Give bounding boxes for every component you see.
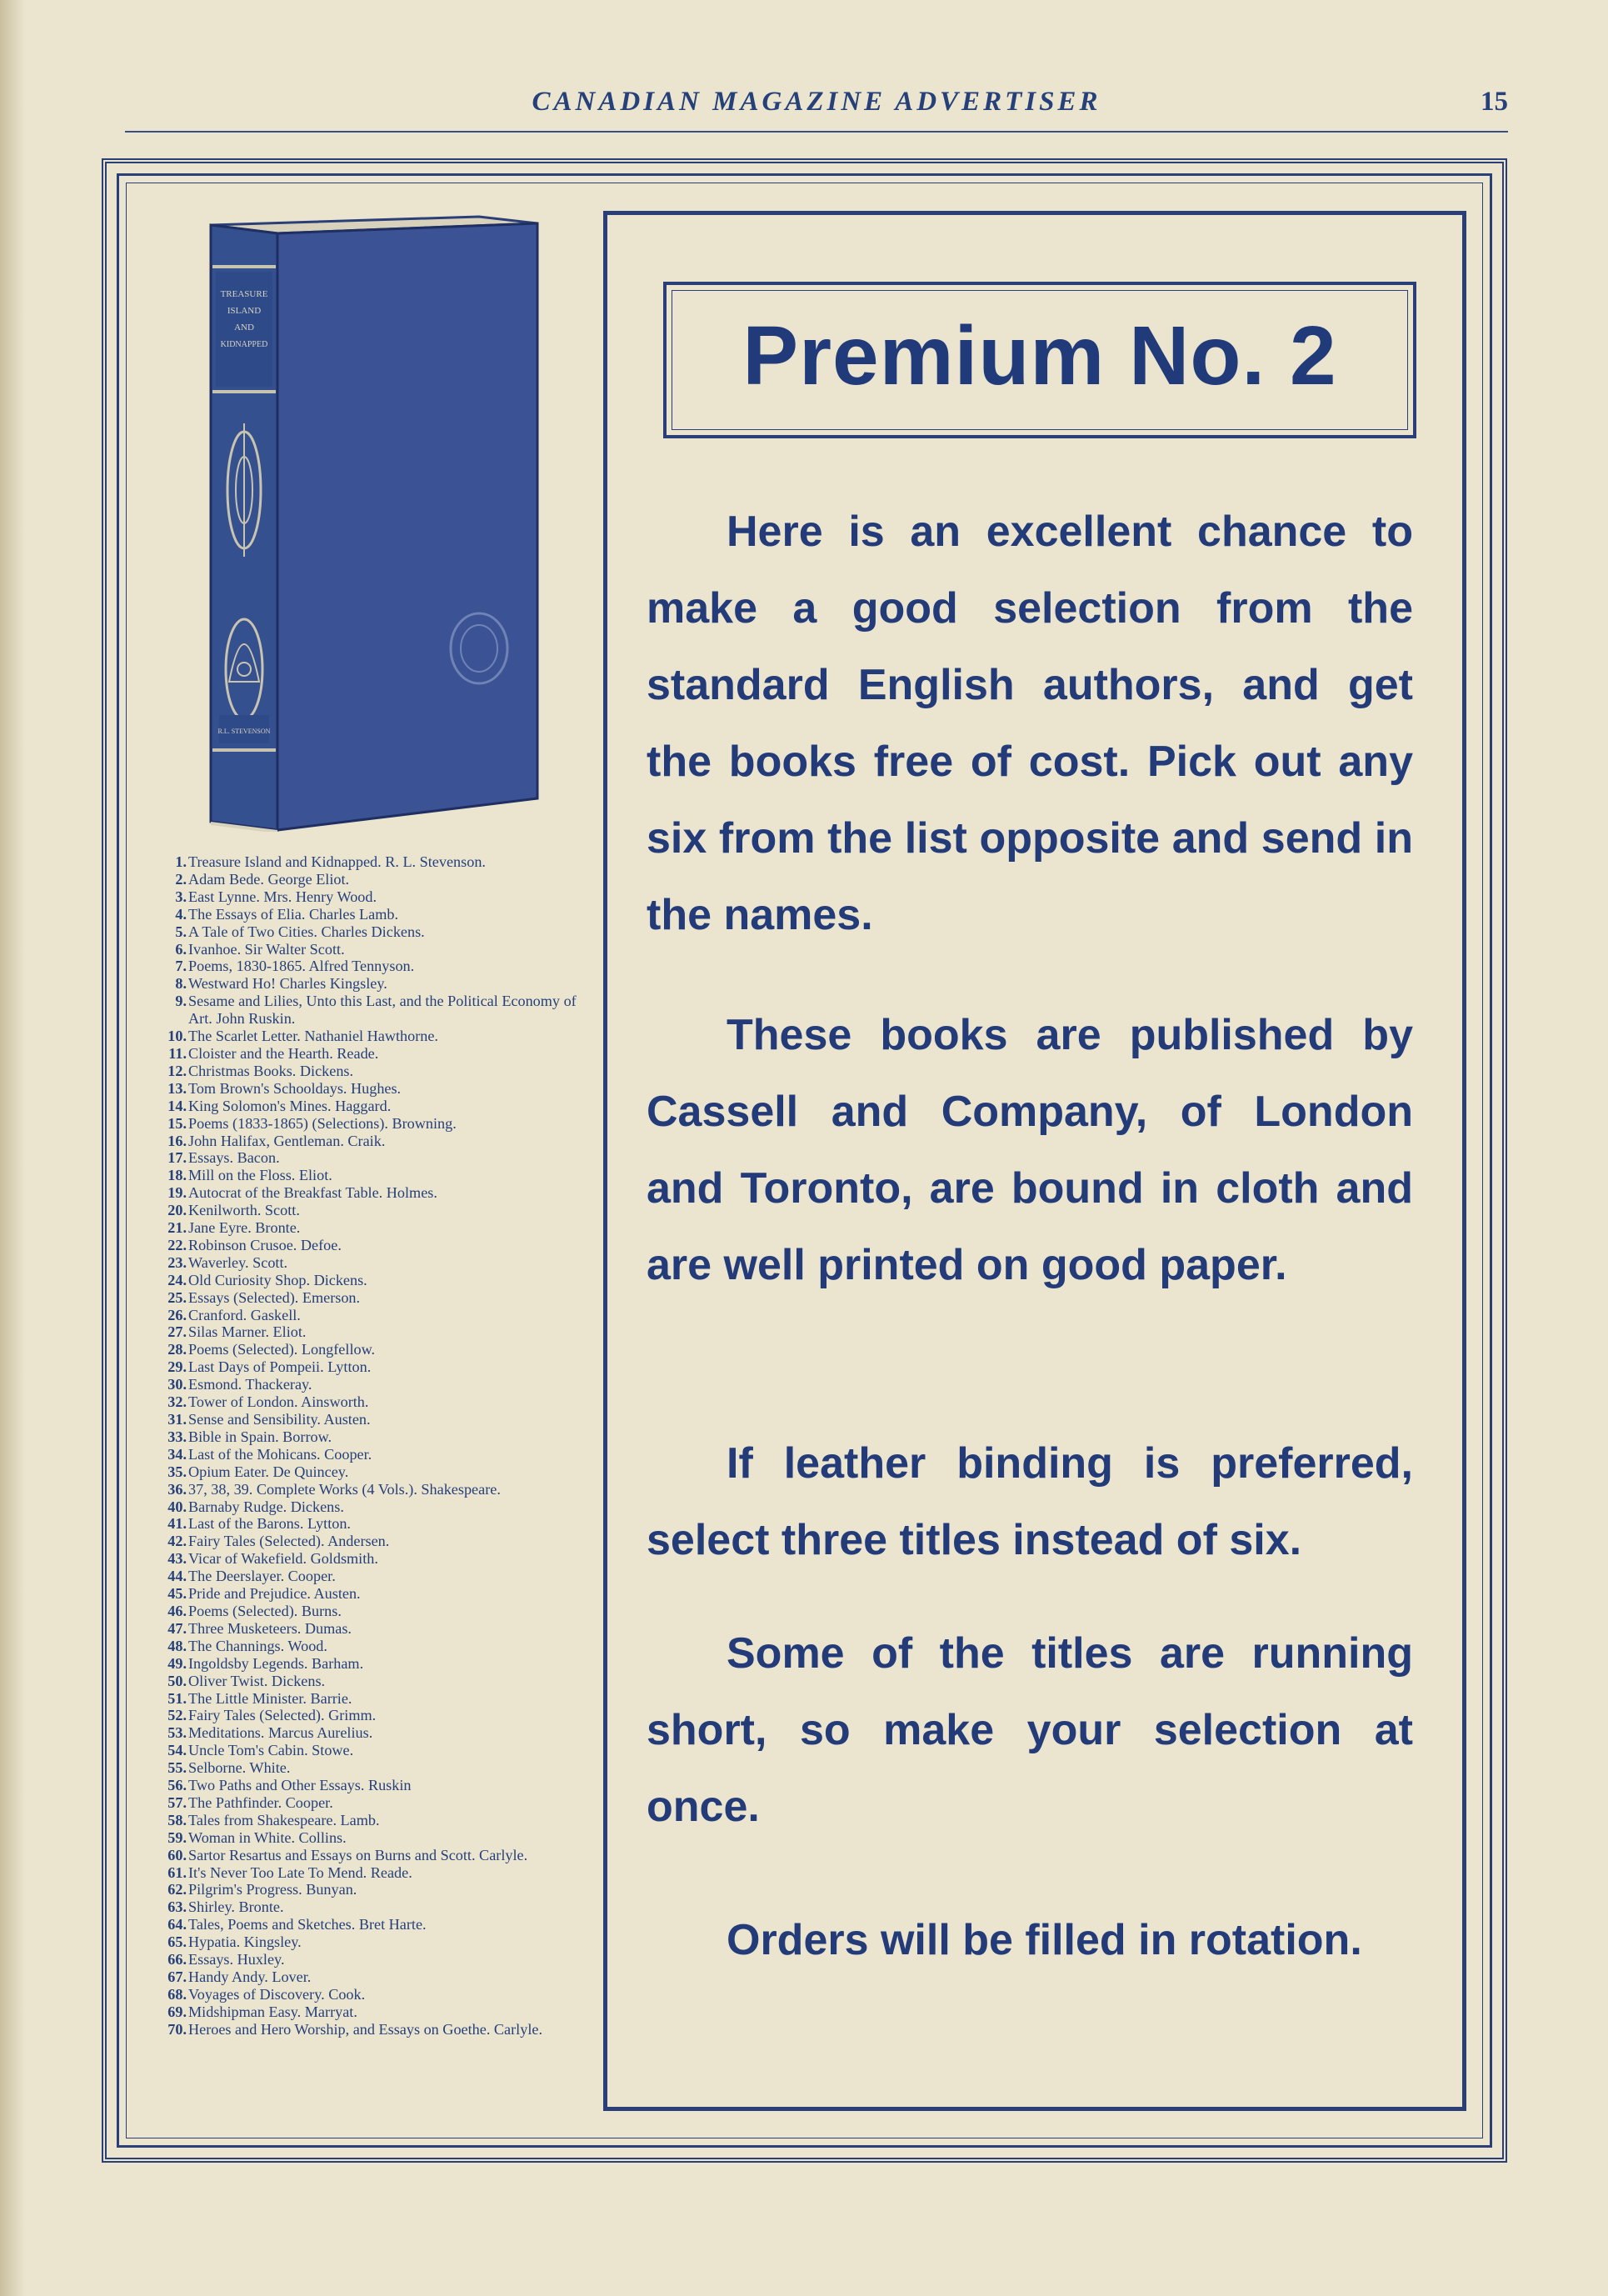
list-item: 54. Uncle Tom's Cabin. Stowe.: [167, 1742, 354, 1759]
list-item: 18. Mill on the Floss. Eliot.: [167, 1167, 332, 1184]
list-item: 68. Voyages of Discovery. Cook.: [167, 1985, 366, 2003]
spine-author: R.L. STEVENSON: [217, 728, 271, 735]
list-item: 47. Three Musketeers. Dumas.: [167, 1619, 352, 1637]
list-item: 46. Poems (Selected). Burns.: [167, 1602, 342, 1619]
book-illustration: [204, 215, 554, 832]
list-item: 15. Poems (1833-1865) (Selections). Browning.: [167, 1114, 457, 1132]
list-item: 13. Tom Brown's Schooldays. Hughes.: [167, 1079, 402, 1097]
list-item: 17. Essays. Bacon.: [167, 1149, 280, 1167]
list-item: 43. Vicar of Wakefield. Goldsmith.: [167, 1550, 378, 1568]
offer-paragraph-leather: If leather binding is preferred, select three titles instead of six.: [647, 1439, 1413, 1564]
list-item: 23. Waverley. Scott.: [167, 1253, 288, 1271]
list-item: 25. Essays (Selected). Emerson.: [167, 1288, 361, 1306]
list-item: 58. Tales from Shakespeare. Lamb.: [167, 1811, 380, 1828]
list-item: 22. Robinson Crusoe. Defoe.: [167, 1236, 342, 1253]
list-item: 64. Tales, Poems and Sketches. Bret Harte.: [167, 1916, 427, 1933]
list-item: 40. Barnaby Rudge. Dickens.: [167, 1498, 344, 1515]
list-item: 60. Sartor Resartus and Essays on Burns and Scott. Carlyle.: [167, 1846, 528, 1863]
premium-heading: Premium No. 2: [742, 309, 1337, 403]
spine-title-line-4: KIDNAPPED: [220, 340, 268, 349]
list-item: 66. Essays. Huxley.: [167, 1951, 285, 1968]
list-item: 59. Woman in White. Collins.: [167, 1828, 347, 1846]
list-item: 16. John Halifax, Gentleman. Craik.: [167, 1132, 386, 1149]
list-item: 11. Cloister and the Hearth. Reade.: [168, 1044, 379, 1062]
list-item: 6. Ivanhoe. Sir Walter Scott.: [175, 940, 345, 958]
list-item: 27. Silas Marner. Eliot.: [167, 1323, 307, 1341]
header-rule: [125, 131, 1508, 133]
list-item: 69. Midshipman Easy. Marryat.: [167, 2003, 357, 2020]
spine-title-line-2: ISLAND: [227, 306, 262, 316]
spine-title-line-3: AND: [234, 323, 254, 333]
list-item: 20. Kenilworth. Scott.: [167, 1202, 300, 1219]
list-item: 61. It's Never Too Late To Mend. Reade.: [167, 1863, 412, 1881]
offer-paragraph-rotation: Orders will be filled in rotation.: [727, 1916, 1362, 1964]
list-item: 33. Bible in Spain. Borrow.: [167, 1428, 332, 1445]
list-item: 55. Selborne. White.: [167, 1759, 291, 1777]
list-item: 31. Sense and Sensibility. Austen.: [167, 1411, 371, 1428]
list-item: 28. Poems (Selected). Longfellow.: [167, 1341, 376, 1358]
list-item: 51. The Little Minister. Barrie.: [167, 1689, 352, 1707]
list-item: 34. Last of the Mohicans. Cooper.: [167, 1445, 372, 1463]
list-item: 4. The Essays of Elia. Charles Lamb.: [175, 905, 399, 923]
list-item: 35. Opium Eater. De Quincey.: [167, 1463, 349, 1480]
list-item: 7. Poems, 1830-1865. Alfred Tennyson.: [175, 958, 415, 975]
list-item: 2. Adam Bede. George Eliot.: [175, 870, 350, 888]
list-item: 14. King Solomon's Mines. Haggard.: [167, 1097, 392, 1114]
list-item: 10. The Scarlet Letter. Nathaniel Hawthorne.: [167, 1028, 438, 1045]
list-item: 42. Fairy Tales (Selected). Andersen.: [167, 1533, 390, 1550]
list-item: 1. Treasure Island and Kidnapped. R. L. Stevenson.: [175, 853, 486, 870]
list-item: 63. Shirley. Bronte.: [167, 1898, 284, 1916]
list-item: 67. Handy Andy. Lover.: [167, 1968, 312, 1985]
running-header: [125, 82, 1508, 132]
list-item: 29. Last Days of Pompeii. Lytton.: [167, 1358, 372, 1376]
list-item: 3. East Lynne. Mrs. Henry Wood.: [175, 888, 377, 905]
premium-heading-box: [663, 282, 1416, 438]
book-title-list: [163, 853, 580, 2038]
list-item: 36. 37, 38, 39. Complete Works (4 Vols.). Shakespeare.: [167, 1480, 501, 1498]
spine-title-line-1: TREASURE: [220, 289, 268, 299]
page-number: 15: [1481, 87, 1508, 117]
list-item: 12. Christmas Books. Dickens.: [167, 1062, 354, 1079]
list-item: 48. The Channings. Wood.: [167, 1637, 327, 1654]
list-item: 50. Oliver Twist. Dickens.: [167, 1672, 326, 1689]
list-item: 52. Fairy Tales (Selected). Grimm.: [167, 1707, 377, 1724]
running-title: CANADIAN MAGAZINE ADVERTISER: [532, 87, 1101, 117]
list-item: 30. Esmond. Thackeray.: [167, 1376, 312, 1393]
list-item: 62. Pilgrim's Progress. Bunyan.: [167, 1881, 357, 1898]
list-item: 49. Ingoldsby Legends. Barham.: [167, 1654, 364, 1672]
book-image: [204, 215, 554, 832]
list-item: 53. Meditations. Marcus Aurelius.: [167, 1724, 373, 1742]
list-item: 24. Old Curiosity Shop. Dickens.: [167, 1271, 367, 1288]
list-item: 44. The Deerslayer. Cooper.: [167, 1568, 336, 1585]
list-item: 65. Hypatia. Kingsley.: [167, 1933, 302, 1951]
list-item: 19. Autocrat of the Breakfast Table. Holmes.: [167, 1184, 437, 1202]
list-item: 21. Jane Eyre. Bronte.: [167, 1219, 301, 1237]
page-gutter-shadow: [0, 0, 25, 2296]
offer-paragraph-selection: Here is an excellent chance to make a good selection from the standard English authors, and get the books free of cost. Pick out any six from the list opposite and send in the names.: [647, 508, 1413, 939]
list-item: 32. Tower of London. Ainsworth.: [167, 1393, 369, 1411]
list-item: 26. Cranford. Gaskell.: [167, 1306, 301, 1323]
list-item: 70. Heroes and Hero Worship, and Essays on Goethe. Carlyle.: [167, 2020, 542, 2038]
offer-paragraph-publisher: These books are published by Cassell and Company, of London and Toronto, are bound in cloth and are well printed on good paper.: [647, 1011, 1413, 1289]
list-item: 45. Pride and Prejudice. Austen.: [167, 1585, 361, 1603]
list-item: 5. A Tale of Two Cities. Charles Dickens.: [175, 923, 425, 940]
list-item: 8. Westward Ho! Charles Kingsley.: [175, 975, 387, 993]
list-item: 9. Sesame and Lilies, Unto this Last, and the Political Economy of Art. John Ruskin.: [175, 993, 577, 1028]
list-item: 41. Last of the Barons. Lytton.: [167, 1515, 351, 1533]
list-item: 56. Two Paths and Other Essays. Ruskin: [167, 1777, 412, 1794]
offer-paragraph-running-short: Some of the titles are running short, so make your selection at once.: [647, 1629, 1413, 1831]
list-item: 57. The Pathfinder. Cooper.: [167, 1793, 333, 1811]
